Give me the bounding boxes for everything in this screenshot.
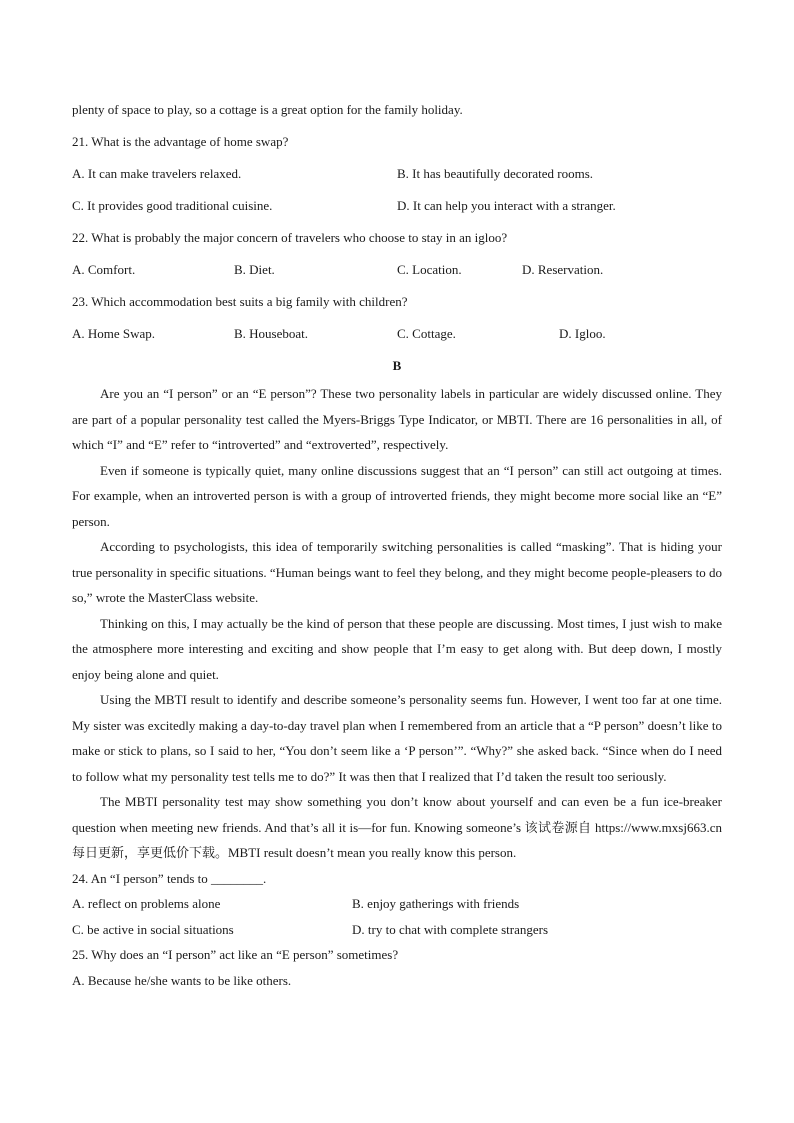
- option-21-b: B. It has beautifully decorated rooms.: [397, 166, 594, 181]
- options-24-row1: [72, 891, 722, 917]
- passage-paragraph: Are you an “I person” or an “E person”? These two personality labels in particular are widely discussed online. They are part of a popular personality test called the Myers-Briggs Type Indicator, or MBTI. There are 16 personalities in all, of which “I” and “E” refer to “introverted” and “extroverted”, respectively.: [72, 386, 722, 452]
- option-21-d: D. It can help you interact with a stranger.: [397, 198, 616, 213]
- options-22: [72, 259, 722, 291]
- question-23: 23. Which accommodation best suits a big family with children?: [72, 294, 408, 309]
- question-24: 24. An “I person” tends to ________.: [72, 870, 267, 886]
- option-24-a: A. reflect on problems alone: [72, 896, 221, 911]
- passage-paragraph: The MBTI personality test may show something you don’t know about yourself and can even be a fun ice-breaker question when meeting new friends. And that’s all it is—for fun. Knowing someone’s 该试卷源自 https://www.mxsj663.cn 每日更新，享更低价下载。MBTI result doesn’t mean you really know this person.: [72, 794, 722, 860]
- option-22-c: C. Location.: [397, 262, 462, 277]
- exam-page: [72, 99, 722, 993]
- options-21-row1: [72, 163, 722, 195]
- option-22-d: D. Reservation.: [522, 262, 604, 277]
- options-21-row2: [72, 195, 722, 227]
- question-21: 21. What is the advantage of home swap?: [72, 134, 289, 149]
- option-24-d: D. try to chat with complete strangers: [352, 921, 549, 937]
- option-21-c: C. It provides good traditional cuisine.: [72, 198, 273, 213]
- option-25-a: A. Because he/she wants to be like others.: [72, 972, 292, 988]
- options-24-row2: [72, 917, 722, 943]
- intro-line: plenty of space to play, so a cottage is a great option for the family holiday.: [72, 102, 463, 117]
- option-24-c: C. be active in social situations: [72, 921, 234, 937]
- option-23-a: A. Home Swap.: [72, 326, 156, 341]
- option-22-b: B. Diet.: [234, 262, 275, 277]
- option-23-c: C. Cottage.: [397, 326, 456, 341]
- options-23: [72, 323, 722, 355]
- option-21-a: A. It can make travelers relaxed.: [72, 166, 242, 181]
- question-22: 22. What is probably the major concern of travelers who choose to stay in an igloo?: [72, 230, 508, 245]
- section-b-title: B: [392, 358, 402, 373]
- option-24-b: B. enjoy gatherings with friends: [352, 896, 520, 911]
- passage-paragraph: Even if someone is typically quiet, many online discussions suggest that an “I person” can still act outgoing at times. For example, when an introverted person is with a group of introverted friends, they might become more social like an “E” person.: [72, 462, 722, 529]
- passage-paragraph: Using the MBTI result to identify and describe someone’s personality seems fun. However, I went too far at one time. My sister was excitedly making a day-to-day travel plan when I remembered from an article that a “P person” doesn’t like to make or stick to plans, so I said to her, “You don’t seem like a ‘P person’”. “Why?” she asked back. “Since when do I need to follow what my personality test tells me to do?” It was then that I realized that I’d taken the result too seriously.: [72, 692, 722, 784]
- question-25: 25. Why does an “I person” act like an “E person” sometimes?: [72, 947, 399, 962]
- option-22-a: A. Comfort.: [72, 262, 136, 277]
- option-23-b: B. Houseboat.: [234, 326, 309, 341]
- passage-paragraph: According to psychologists, this idea of temporarily switching personalities is called “masking”. That is hiding your true personality in specific situations. “Human beings want to feel they belong, and they might become people-pleasers to do so,” wrote the MasterClass website.: [72, 539, 722, 605]
- passage-paragraph: Thinking on this, I may actually be the kind of person that these people are discussing. Most times, I just wish to make the atmosphere more interesting and exciting and show people that I’m easy to get along with. But deep down, I mostly enjoy being alone and quiet.: [72, 615, 722, 682]
- option-23-d: D. Igloo.: [559, 326, 606, 341]
